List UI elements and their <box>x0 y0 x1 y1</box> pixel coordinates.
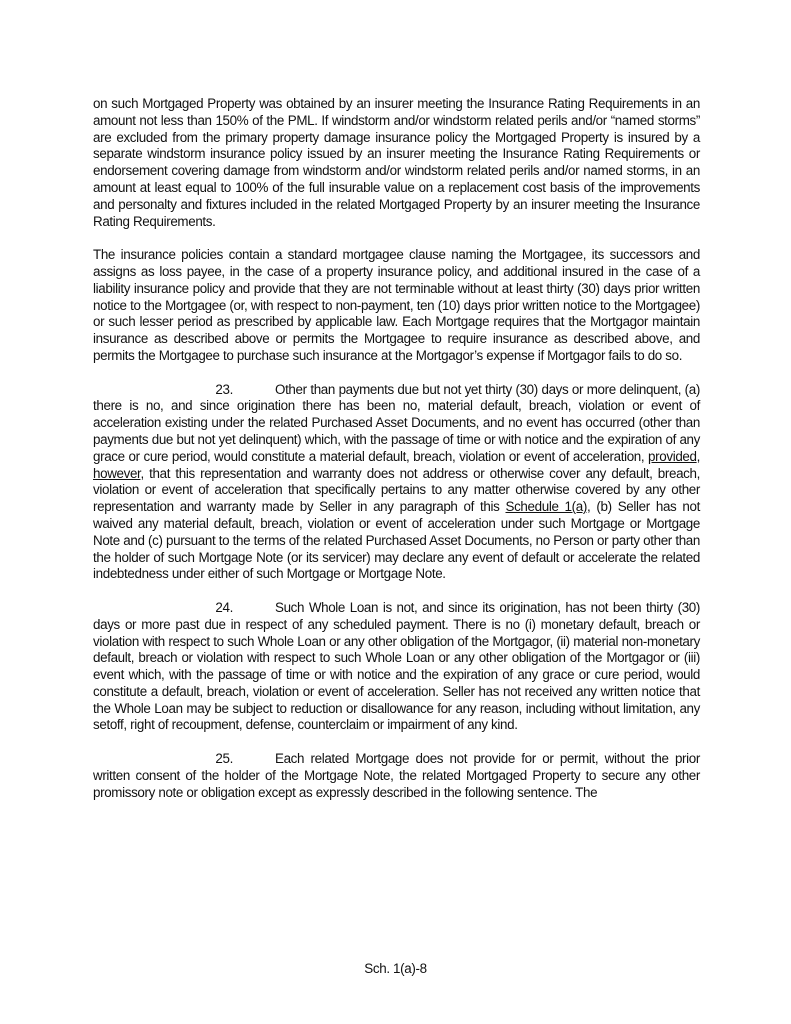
section-25-number: 25. <box>215 751 233 767</box>
however-term: however <box>93 465 141 481</box>
section-23-text-b: , that this representation and warranty does not address or otherwise cover any default, breach, violation or event of acceleration that specifically pertains to any matter otherwise covered by any other representation and warranty made by Seller in any paragraph of this <box>93 465 700 515</box>
section-24 <box>93 600 700 734</box>
paragraph-mortgagee-clause: The insurance policies contain a standard mortgagee clause naming the Mortgagee, its successors and assigns as loss payee, in the case of a property insurance policy, and additional insured in the case of a liability insurance policy and provide that they are not terminable without at least thirty (30) days prior written notice to the Mortgagee (or, with respect to non-payment, ten (10) days prior written notice to the Mortgagee) or such lesser period as prescribed by applicable law. Each Mortgage requires that the Mortgagor maintain insurance as described above or permits the Mortgagee to require insurance as described above, and permits the Mortgagee to purchase such insurance at the Mortgagor’s expense if Mortgagor fails to do so. <box>93 247 700 363</box>
schedule-reference: Schedule 1(a) <box>505 499 587 515</box>
section-23 <box>93 382 700 584</box>
provided-term: provided <box>648 448 697 464</box>
comma: , <box>696 448 700 464</box>
paragraph-insurance-continued: on such Mortgaged Property was obtained by an insurer meeting the Insurance Rating Requirements in an amount not less than 150% of the PML. If windstorm and/or windstorm related perils and/or “named storms” are excluded from the primary property damage insurance policy the Mortgaged Property is insured by a separate windstorm insurance policy issued by an insurer meeting the Insurance Rating Requirements or endorsement covering damage from windstorm and/or windstorm related perils and/or named storms, in an amount at least equal to 100% of the full insurable value on a replacement cost basis of the improvements and personalty and fixtures included in the related Mortgaged Property by an insurer meeting the Insurance Rating Requirements. <box>93 96 700 229</box>
section-25-text: Each related Mortgage does not provide for or permit, without the prior written consent of the holder of the Mortgage Note, the related Mortgaged Property to secure any other promissory note or obligation except as expressly described in the following sentence. The <box>93 751 700 800</box>
section-25 <box>93 751 700 801</box>
section-23-number: 23. <box>215 381 233 397</box>
section-23-text-c: , (b) Seller has not waived any material default, breach, violation or event of acceleration under such Mortgage or Mortgage Note and (c) pursuant to the terms of the related Purchased Asset Documents, no Person or party other than the holder of such Mortgage Note (or its servicer) may declare any event of default or accelerate the related indebtedness under either of such Mortgage or Mortgage Note. <box>93 499 700 582</box>
document-page <box>93 96 700 818</box>
section-24-text: Such Whole Loan is not, and since its origination, has not been thirty (30) days or more past due in respect of any scheduled payment. There is no (i) monetary default, breach or violation with respect to such Whole Loan or any other obligation of the Mortgagor, (ii) material non-monetary default, breach or violation with respect to such Whole Loan or any other obligation of the Mortgagor or (iii) event which, with the passage of time or with notice and the expiration of any grace or cure period, would constitute a default, breach, violation or event of acceleration. Seller has not received any written notice that the Whole Loan may be subject to reduction or disallowance for any reason, including without limitation, any setoff, right of recoupment, defense, counterclaim or impairment of any kind. <box>93 599 700 733</box>
page-footer: Sch. 1(a)-8 <box>364 961 427 976</box>
section-23-text-a: Other than payments due but not yet thirty (30) days or more delinquent, (a) there is no, and since origination there has been no, material default, breach, violation or event of acceleration existing under the related Purchased Asset Documents, and no event has occurred (other than payments due but not yet delinquent) which, with the passage of time or with notice and the expiration of any grace or cure period, would constitute a material default, breach, violation or event of acceleration, <box>93 381 700 464</box>
section-24-number: 24. <box>215 599 233 615</box>
